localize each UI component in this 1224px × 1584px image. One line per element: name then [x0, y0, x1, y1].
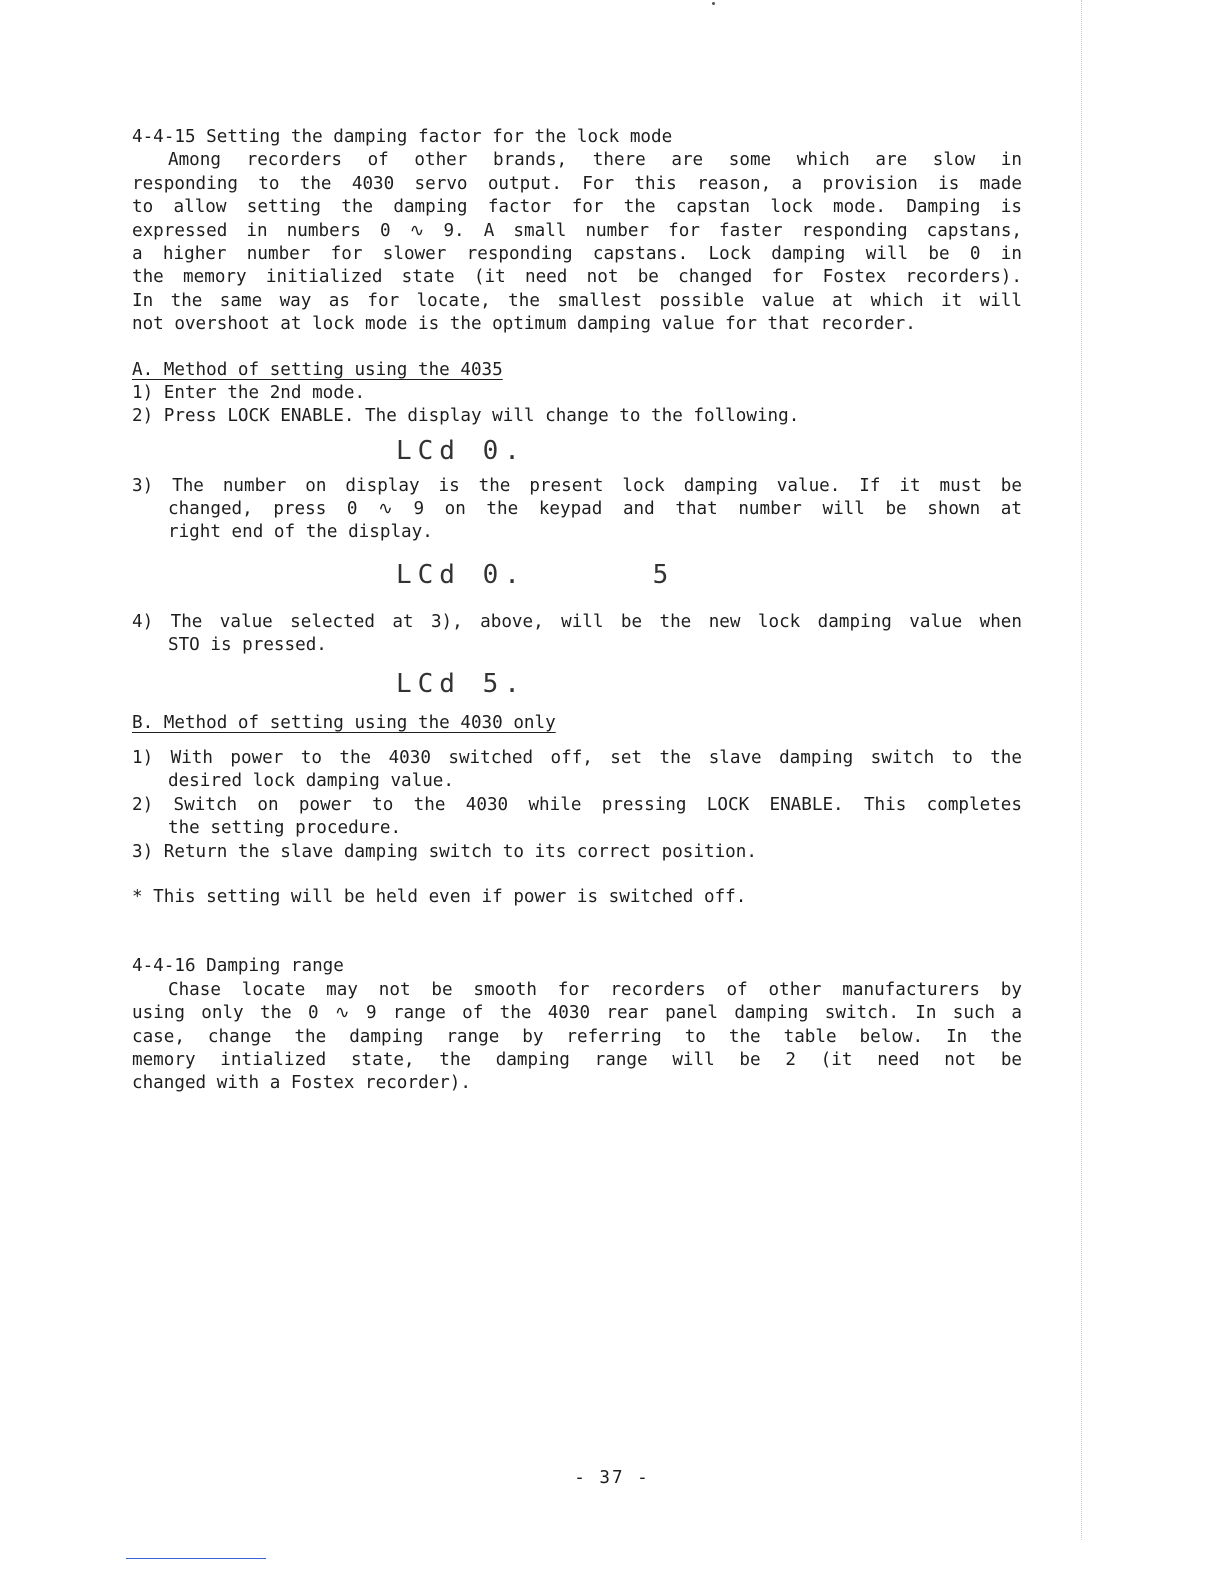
method-b-step-2-cont: the setting procedure. — [168, 818, 402, 839]
page-content — [132, 126, 1022, 1096]
method-b-heading: B. Method of setting using the 4030 only — [132, 712, 556, 733]
method-a-step-4-cont: STO is pressed. — [168, 635, 327, 656]
display-value: 5. — [482, 668, 526, 699]
display-value: 0. — [482, 560, 526, 591]
paragraph-line: Among recorders of other brands, there are some which are slow in — [168, 150, 1022, 171]
display-label: LCd — [396, 560, 461, 591]
paragraph-line: using only the 0 ∿ 9 range of the 4030 rear panel damping switch. In such a — [132, 1003, 1022, 1024]
method-b-step-2: 2) Switch on power to the 4030 while pressing LOCK ENABLE. This completes — [132, 794, 1022, 815]
display-tail: 5 — [652, 560, 675, 591]
paragraph-line: case, change the damping range by referring to the table below. In the — [132, 1026, 1022, 1047]
method-a-step-2: 2) Press LOCK ENABLE. The display will change to the following. — [132, 406, 800, 427]
bottom-rule — [126, 1558, 266, 1559]
section-title-4-4-15: 4-4-15 Setting the damping factor for the lock mode — [132, 127, 673, 147]
paragraph-line: a higher number for slower responding capstans. Lock damping will be 0 in — [132, 243, 1022, 264]
paragraph-line: to allow setting the damping factor for the capstan lock mode. Damping is — [132, 197, 1022, 218]
method-b-step-1-cont: desired lock damping value. — [168, 771, 454, 792]
display-label: LCd — [396, 435, 461, 466]
lcd-display-2 — [132, 553, 1022, 599]
method-a-step-3-cont: right end of the display. — [168, 522, 433, 543]
method-b-note: * This setting will be held even if power is switched off. — [132, 886, 747, 907]
lcd-display-1 — [132, 429, 1022, 475]
paragraph-line: memory intialized state, the damping range will be 2 (it need not be — [132, 1049, 1022, 1070]
paragraph-line: expressed in numbers 0 ∿ 9. A small number for faster responding capstans, — [132, 220, 1022, 241]
method-b-step-1: 1) With power to the 4030 switched off, set the slave damping switch to the — [132, 748, 1022, 769]
display-value: 0. — [482, 435, 526, 466]
method-a-step-3: 3) The number on display is the present lock damping value. If it must be — [132, 475, 1022, 496]
lcd-display-3 — [132, 662, 1022, 708]
method-a-heading: A. Method of setting using the 4035 — [132, 359, 503, 380]
paragraph-line: responding to the 4030 servo output. For this reason, a provision is made — [132, 173, 1022, 194]
scan-speck — [712, 2, 715, 5]
section-title-4-4-16: 4-4-16 Damping range — [132, 956, 344, 977]
page-number: - 37 - — [574, 1468, 650, 1488]
paragraph-line: the memory initialized state (it need not be changed for Fostex recorders). — [132, 267, 1022, 288]
method-a-step-3-cont: changed, press 0 ∿ 9 on the keypad and that number will be shown at — [168, 499, 1022, 520]
method-b-step-3: 3) Return the slave damping switch to its correct position. — [132, 841, 757, 862]
paragraph-line: Chase locate may not be smooth for recorders of other manufacturers by — [168, 979, 1022, 1000]
paragraph-line: changed with a Fostex recorder). — [132, 1073, 471, 1094]
method-a-step-1: 1) Enter the 2nd mode. — [132, 382, 366, 403]
paragraph-line: In the same way as for locate, the smallest possible value at which it will — [132, 290, 1022, 311]
display-label: LCd — [396, 668, 461, 699]
page-edge — [1081, 0, 1082, 1540]
paragraph-line: not overshoot at lock mode is the optimum damping value for that recorder. — [132, 314, 916, 335]
method-a-step-4: 4) The value selected at 3), above, will be the new lock damping value when — [132, 611, 1022, 632]
